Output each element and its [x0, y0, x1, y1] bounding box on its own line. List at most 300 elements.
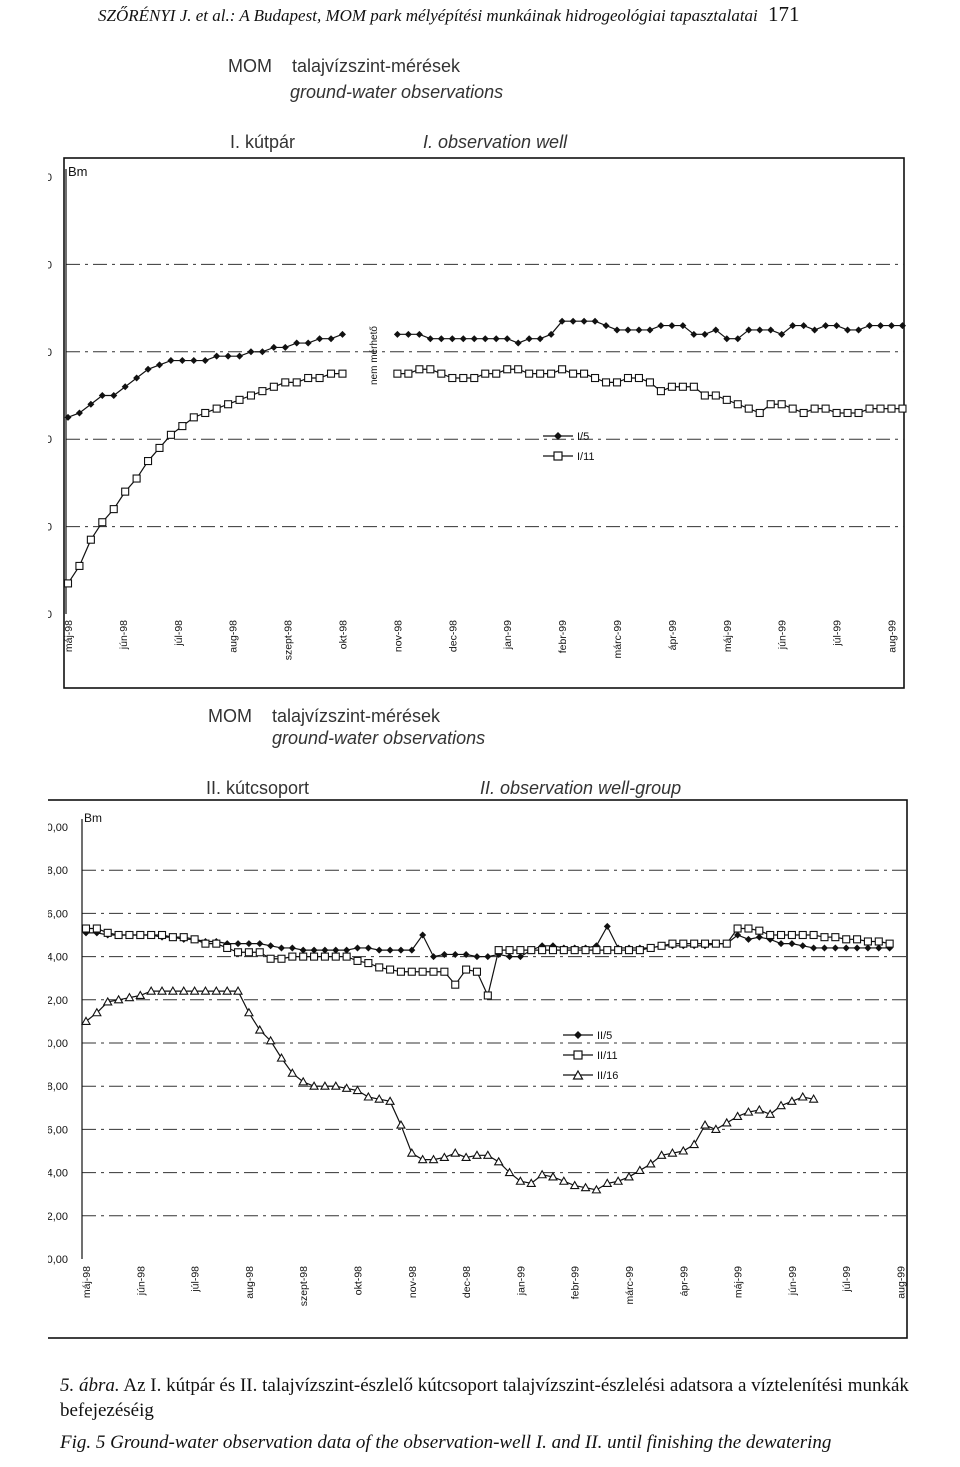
y-tick-label: 2,00: [48, 994, 68, 1007]
data-point: [451, 1149, 459, 1156]
data-point: [614, 326, 621, 333]
figure-1-subtitle-en: I. observation well: [423, 132, 568, 152]
data-point: [213, 405, 220, 412]
figure-2-legend-ii16: II/16: [597, 1070, 619, 1082]
x-tick-label: márc-99: [624, 1266, 636, 1305]
data-point: [680, 940, 687, 947]
data-point: [236, 353, 243, 360]
data-point: [669, 940, 676, 947]
figure-1-series: [65, 318, 906, 587]
data-point: [647, 944, 654, 951]
data-point: [539, 947, 546, 954]
data-point: [247, 392, 254, 399]
figure-captions: [60, 1374, 930, 1456]
data-point: [289, 953, 296, 960]
figure-1-subtitle-hu: I. kútpár: [230, 132, 296, 152]
data-point: [537, 370, 544, 377]
data-point: [756, 326, 763, 333]
data-point: [449, 375, 456, 382]
figure-2-title-hu: MOM talajvízszint-mérések: [208, 706, 441, 726]
data-point: [756, 927, 763, 934]
data-point: [416, 366, 423, 373]
data-point: [517, 947, 524, 954]
data-point: [657, 322, 664, 329]
data-point: [471, 335, 478, 342]
data-point: [614, 379, 621, 386]
data-point: [110, 506, 117, 513]
data-point: [537, 335, 544, 342]
figure-2-chart: [48, 696, 918, 1339]
running-head: SZŐRÉNYI J. et al.: A Budapest, MOM park mélyépítési munkáinak hidrogeológiai tapasztalatai: [98, 6, 758, 25]
data-point: [328, 370, 335, 377]
x-tick-label: jún-99: [786, 1266, 799, 1296]
data-point: [278, 955, 285, 962]
y-tick-label: 0: [48, 259, 52, 272]
data-point: [256, 940, 263, 947]
data-point: [799, 932, 806, 939]
data-point: [93, 925, 100, 932]
data-point: [877, 405, 884, 412]
x-tick-label: aug-98: [227, 620, 240, 653]
data-point: [305, 340, 312, 347]
data-point: [548, 370, 555, 377]
data-point: [305, 375, 312, 382]
data-point: [592, 318, 599, 325]
data-point: [723, 396, 730, 403]
data-point: [767, 401, 774, 408]
data-point: [256, 949, 263, 956]
data-point: [701, 1121, 709, 1128]
data-point: [745, 936, 752, 943]
data-point: [625, 1173, 633, 1180]
data-point: [701, 331, 708, 338]
data-point: [122, 488, 129, 495]
data-point: [397, 1121, 405, 1128]
data-point: [844, 409, 851, 416]
data-point: [259, 348, 266, 355]
x-tick-label: szept-98: [282, 620, 295, 661]
x-tick-label: ápr-99: [678, 1266, 691, 1297]
x-tick-label: jún-98: [117, 620, 130, 650]
data-point: [755, 1106, 763, 1113]
data-point: [799, 942, 806, 949]
data-point: [167, 357, 174, 364]
y-tick-label: 0,00: [48, 1038, 68, 1050]
data-point: [657, 388, 664, 395]
data-point: [482, 335, 489, 342]
y-tick-label: 4,00: [48, 1167, 68, 1180]
data-point: [430, 968, 437, 975]
data-point: [658, 942, 665, 949]
figure-1-title-en: ground-water observations: [290, 82, 504, 102]
data-point: [515, 340, 522, 347]
data-point: [224, 944, 231, 951]
figure-2-title-en: ground-water observations: [272, 728, 486, 748]
data-point: [394, 370, 401, 377]
data-point: [810, 944, 817, 951]
data-point: [832, 934, 839, 941]
data-point: [419, 968, 426, 975]
data-point: [833, 322, 840, 329]
data-point: [156, 444, 163, 451]
data-point: [180, 934, 187, 941]
data-point: [387, 947, 394, 954]
data-point: [603, 322, 610, 329]
data-point: [365, 960, 372, 967]
figure-2-x-tick-labels: [81, 1266, 908, 1306]
data-point: [855, 326, 862, 333]
data-point: [778, 401, 785, 408]
figure-2-gridlines: [82, 819, 906, 1259]
y-tick-label: 0,00: [48, 1254, 68, 1266]
data-point: [866, 405, 873, 412]
y-tick-label: 8,00: [48, 1081, 68, 1094]
data-point: [788, 932, 795, 939]
data-point: [843, 936, 850, 943]
page-number: 171: [768, 2, 800, 26]
x-tick-label: júl-99: [831, 620, 844, 646]
data-point: [734, 925, 741, 932]
data-point: [549, 947, 556, 954]
data-point: [571, 947, 578, 954]
data-point: [316, 375, 323, 382]
data-point: [282, 379, 289, 386]
data-point: [767, 326, 774, 333]
x-tick-label: dec-98: [461, 1266, 474, 1299]
x-tick-label: máj-99: [732, 1266, 745, 1299]
data-point: [202, 357, 209, 364]
figure-1-legend-i5: I/5: [577, 431, 590, 443]
data-point: [83, 925, 90, 932]
data-point: [126, 932, 133, 939]
data-point: [449, 335, 456, 342]
data-point: [343, 953, 350, 960]
data-point: [593, 947, 600, 954]
data-point: [190, 357, 197, 364]
data-point: [800, 409, 807, 416]
data-point: [679, 1147, 687, 1154]
x-tick-label: jan-99: [502, 620, 515, 650]
figure-2-legend-ii11: II/11: [597, 1050, 618, 1062]
data-point: [723, 1119, 731, 1126]
y-tick-label: 0: [48, 521, 52, 534]
figure-2-subtitle-en: II. observation well-group: [480, 778, 682, 798]
data-point: [438, 370, 445, 377]
x-tick-label: jan-99: [515, 1266, 528, 1296]
caption-en-label: Fig. 5: [60, 1432, 106, 1454]
data-point: [339, 331, 346, 338]
data-point: [438, 335, 445, 342]
x-tick-label: máj-99: [721, 620, 734, 653]
y-tick-label: 0: [48, 434, 52, 447]
data-point: [646, 379, 653, 386]
data-point: [484, 992, 491, 999]
data-point: [245, 949, 252, 956]
data-point: [626, 947, 633, 954]
data-point: [844, 326, 851, 333]
x-tick-label: márc-99: [612, 620, 624, 659]
data-point: [190, 414, 197, 421]
data-point: [167, 431, 174, 438]
data-point: [235, 949, 242, 956]
data-point: [811, 326, 818, 333]
data-point: [191, 936, 198, 943]
y-tick-label: 0,00: [48, 822, 68, 834]
data-point: [615, 947, 622, 954]
figure-1-gridlines: [66, 169, 904, 614]
data-point: [570, 370, 577, 377]
y-tick-label: 0: [48, 346, 52, 359]
data-point: [668, 322, 675, 329]
x-tick-label: júl-98: [189, 1266, 202, 1292]
data-point: [745, 405, 752, 412]
figure-2-unit-top: Bm: [84, 811, 102, 825]
data-point: [691, 940, 698, 947]
data-point: [789, 405, 796, 412]
data-point: [376, 964, 383, 971]
y-tick-label: 0: [48, 172, 52, 184]
data-point: [179, 357, 186, 364]
data-point: [202, 940, 209, 947]
data-point: [179, 423, 186, 430]
data-point: [635, 375, 642, 382]
x-tick-label: febr-99: [557, 620, 570, 654]
data-point: [408, 968, 415, 975]
data-point: [745, 925, 752, 932]
data-point: [267, 955, 274, 962]
x-tick-label: júl-99: [841, 1266, 854, 1292]
data-point: [821, 944, 828, 951]
y-tick-label: 6,00: [48, 1124, 68, 1137]
data-point: [734, 401, 741, 408]
data-point: [624, 375, 631, 382]
data-point: [148, 932, 155, 939]
data-point: [316, 335, 323, 342]
data-point: [245, 940, 252, 947]
data-point: [624, 326, 631, 333]
data-point: [723, 940, 730, 947]
data-point: [484, 953, 491, 960]
data-point: [245, 1009, 253, 1016]
data-point: [397, 947, 404, 954]
y-tick-label: 4,00: [48, 951, 68, 964]
data-point: [877, 322, 884, 329]
data-point: [504, 335, 511, 342]
data-point: [526, 370, 533, 377]
caption-hungarian: [60, 1374, 930, 1423]
data-point: [581, 370, 588, 377]
data-point: [289, 944, 296, 951]
series-line-ii-16: [86, 991, 814, 1190]
data-point: [277, 1054, 285, 1061]
data-point: [213, 353, 220, 360]
data-point: [690, 383, 697, 390]
data-point: [169, 934, 176, 941]
data-point: [538, 1171, 546, 1178]
data-point: [328, 335, 335, 342]
data-point: [213, 940, 220, 947]
data-point: [604, 947, 611, 954]
data-point: [137, 932, 144, 939]
data-point: [225, 401, 232, 408]
data-point: [581, 318, 588, 325]
data-point: [899, 322, 906, 329]
data-point: [636, 947, 643, 954]
caption-hu-text: Az I. kútpár és II. talajvízszint-észlelő kútcsoport talajvízszint-észlelési adatsora a víztelenítési munkák befejezéséig: [60, 1375, 909, 1421]
data-point: [270, 344, 277, 351]
data-point: [104, 929, 111, 936]
figure-2-legend: [563, 1030, 618, 1082]
data-point: [354, 944, 361, 951]
figure-1-gap-label: nem mérhető: [369, 326, 380, 385]
data-point: [452, 981, 459, 988]
data-point: [159, 932, 166, 939]
x-tick-label: dec-98: [447, 620, 460, 653]
data-point: [115, 932, 122, 939]
x-tick-label: febr-99: [569, 1266, 582, 1300]
data-point: [899, 405, 906, 412]
figure-1-title-hu: MOM talajvízszint-mérések: [228, 56, 461, 76]
x-tick-label: ápr-99: [666, 620, 679, 651]
x-tick-label: jún-98: [135, 1266, 148, 1296]
data-point: [702, 940, 709, 947]
data-point: [394, 331, 401, 338]
data-point: [810, 932, 817, 939]
data-point: [822, 405, 829, 412]
data-point: [495, 947, 502, 954]
data-point: [712, 392, 719, 399]
data-point: [526, 335, 533, 342]
data-point: [267, 942, 274, 949]
x-tick-label: aug-98: [243, 1266, 256, 1299]
data-point: [635, 326, 642, 333]
data-point: [559, 366, 566, 373]
caption-english: [60, 1431, 930, 1456]
data-point: [256, 1026, 264, 1033]
data-point: [87, 536, 94, 543]
data-point: [225, 353, 232, 360]
data-point: [767, 932, 774, 939]
data-point: [822, 322, 829, 329]
figure-1-frame: [64, 158, 904, 688]
page-header: [98, 2, 918, 27]
data-point: [778, 940, 785, 947]
x-tick-label: nov-98: [392, 620, 405, 653]
data-point: [690, 1141, 698, 1148]
x-tick-label: nov-98: [406, 1266, 419, 1299]
data-point: [460, 375, 467, 382]
figure-1: [48, 40, 918, 694]
data-point: [463, 966, 470, 973]
figure-2-subtitle-hu: II. kútcsoport: [206, 778, 310, 798]
data-point: [875, 938, 882, 945]
data-point: [387, 966, 394, 973]
y-tick-label: 0: [48, 609, 52, 621]
data-point: [76, 562, 83, 569]
data-point: [339, 370, 346, 377]
data-point: [408, 1149, 416, 1156]
x-tick-label: aug-99: [895, 1266, 908, 1299]
caption-en-text: Ground-water observation data of the observation-well I. and II. until finishing the dewatering: [110, 1432, 832, 1454]
data-point: [471, 375, 478, 382]
figure-1-unit-top: Bm: [68, 164, 88, 179]
data-point: [321, 953, 328, 960]
data-point: [473, 953, 480, 960]
data-point: [236, 396, 243, 403]
y-tick-label: 8,00: [48, 865, 68, 878]
data-point: [756, 409, 763, 416]
data-point: [482, 370, 489, 377]
data-point: [701, 392, 708, 399]
data-point: [332, 953, 339, 960]
data-point: [145, 458, 152, 465]
data-point: [405, 370, 412, 377]
data-point: [365, 944, 372, 951]
data-point: [833, 409, 840, 416]
data-point: [473, 968, 480, 975]
data-point: [300, 953, 307, 960]
series-line-i-5: [68, 334, 342, 417]
figure-1-y-tick-labels: [48, 172, 52, 621]
data-point: [515, 366, 522, 373]
series-line-i-11: [68, 374, 342, 584]
data-point: [270, 383, 277, 390]
data-point: [376, 947, 383, 954]
x-tick-label: máj-98: [81, 1266, 93, 1299]
data-point: [888, 322, 895, 329]
data-point: [65, 580, 72, 587]
data-point: [712, 940, 719, 947]
data-point: [495, 1158, 503, 1165]
data-point: [430, 953, 437, 960]
data-point: [570, 318, 577, 325]
data-point: [560, 947, 567, 954]
figure-1-legend: [543, 431, 595, 463]
data-point: [811, 405, 818, 412]
data-point: [788, 940, 795, 947]
figure-2-legend-ii5: II/5: [597, 1030, 613, 1042]
data-point: [864, 938, 871, 945]
data-point: [493, 370, 500, 377]
data-point: [460, 335, 467, 342]
data-point: [528, 947, 535, 954]
data-point: [888, 405, 895, 412]
data-point: [282, 344, 289, 351]
data-point: [832, 944, 839, 951]
data-point: [133, 475, 140, 482]
data-point: [679, 383, 686, 390]
data-point: [854, 944, 861, 951]
data-point: [799, 1093, 807, 1100]
data-point: [311, 953, 318, 960]
x-tick-label: júl-98: [172, 620, 185, 646]
data-point: [405, 331, 412, 338]
data-point: [866, 322, 873, 329]
figure-2-y-tick-labels: [48, 822, 68, 1266]
data-point: [800, 322, 807, 329]
x-tick-label: aug-99: [886, 620, 899, 653]
data-point: [156, 361, 163, 368]
figure-2-frame: [48, 800, 907, 1338]
figure-1-x-tick-labels: [63, 620, 899, 660]
data-point: [247, 348, 254, 355]
data-point: [278, 944, 285, 951]
x-tick-label: okt-98: [337, 620, 350, 650]
y-tick-label: 6,00: [48, 908, 68, 921]
data-point: [397, 968, 404, 975]
data-point: [441, 968, 448, 975]
y-tick-label: 2,00: [48, 1210, 68, 1223]
